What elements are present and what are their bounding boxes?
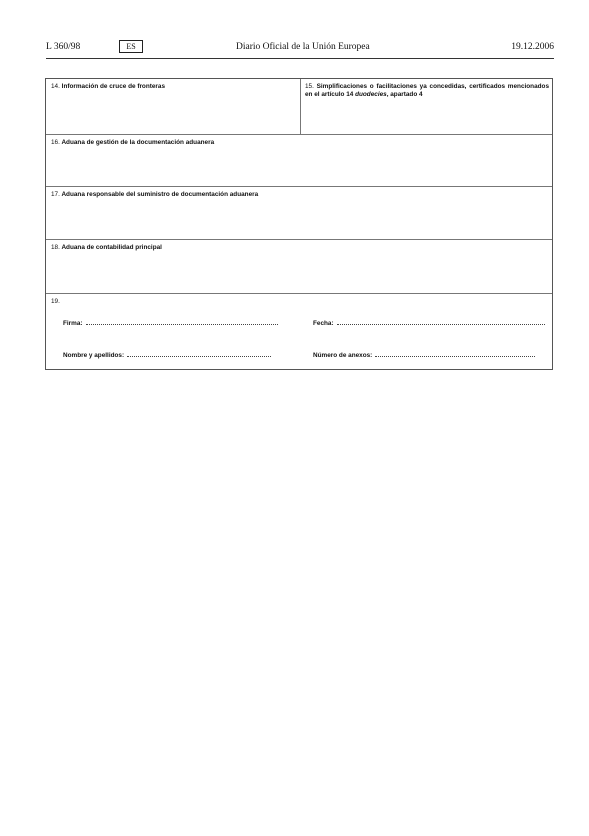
row-18 (46, 240, 552, 294)
full-name-dotted-line (127, 350, 271, 357)
box-18-label (51, 244, 547, 252)
box-14-title: Información de cruce de fronteras (61, 83, 166, 90)
full-name-field[interactable] (63, 350, 271, 359)
box-14[interactable] (46, 79, 300, 134)
box-14-label (51, 83, 295, 91)
journal-title: Diario Oficial de la Unión Europea (236, 42, 370, 52)
box-16[interactable] (46, 135, 552, 186)
box-17-title: Aduana responsable del suministro de documentación aduanera (61, 191, 259, 198)
full-name-label: Nombre y apellidos: (63, 352, 125, 359)
language-code-box: ES (119, 40, 143, 53)
date-field[interactable] (313, 318, 545, 327)
box-15-title-end: , apartado 4 (386, 91, 423, 98)
box-16-label (51, 139, 547, 147)
header-rule (46, 58, 554, 59)
box-18-title: Aduana de contabilidad principal (61, 244, 162, 251)
row-14-15 (46, 79, 552, 135)
box-19-label (51, 298, 547, 306)
box-18[interactable] (46, 240, 552, 293)
box-14-number: 14. (51, 83, 60, 90)
row-16 (46, 135, 552, 187)
date-dotted-line (337, 318, 545, 325)
box-15-title: Simplificaciones o facilitaciones ya concedidas, certificados mencionados en el artículo 14 (305, 83, 550, 98)
signature-dotted-line (86, 318, 278, 325)
annex-count-field[interactable] (313, 350, 535, 359)
box-19 (46, 294, 552, 370)
page-header (46, 40, 554, 56)
box-19-number: 19. (51, 298, 60, 305)
row-17 (46, 187, 552, 240)
box-17[interactable] (46, 187, 552, 239)
box-15[interactable] (300, 79, 553, 134)
row-19 (46, 294, 552, 370)
annex-count-dotted-line (375, 350, 535, 357)
box-15-number: 15. (305, 83, 314, 90)
customs-form (45, 78, 553, 370)
box-16-title: Aduana de gestión de la documentación aduanera (61, 139, 215, 146)
box-17-number: 17. (51, 191, 60, 198)
signature-label: Firma: (63, 320, 83, 327)
box-16-number: 16. (51, 139, 60, 146)
box-17-label (51, 191, 547, 199)
date-label: Fecha: (313, 320, 334, 327)
box-15-label (305, 83, 549, 99)
journal-reference: L 360/98 (46, 42, 81, 52)
box-18-number: 18. (51, 244, 60, 251)
box-15-title-italic: duodecies (355, 91, 387, 98)
signature-field[interactable] (63, 318, 278, 327)
annex-count-label: Número de anexos: (313, 352, 373, 359)
publication-date: 19.12.2006 (511, 42, 554, 52)
